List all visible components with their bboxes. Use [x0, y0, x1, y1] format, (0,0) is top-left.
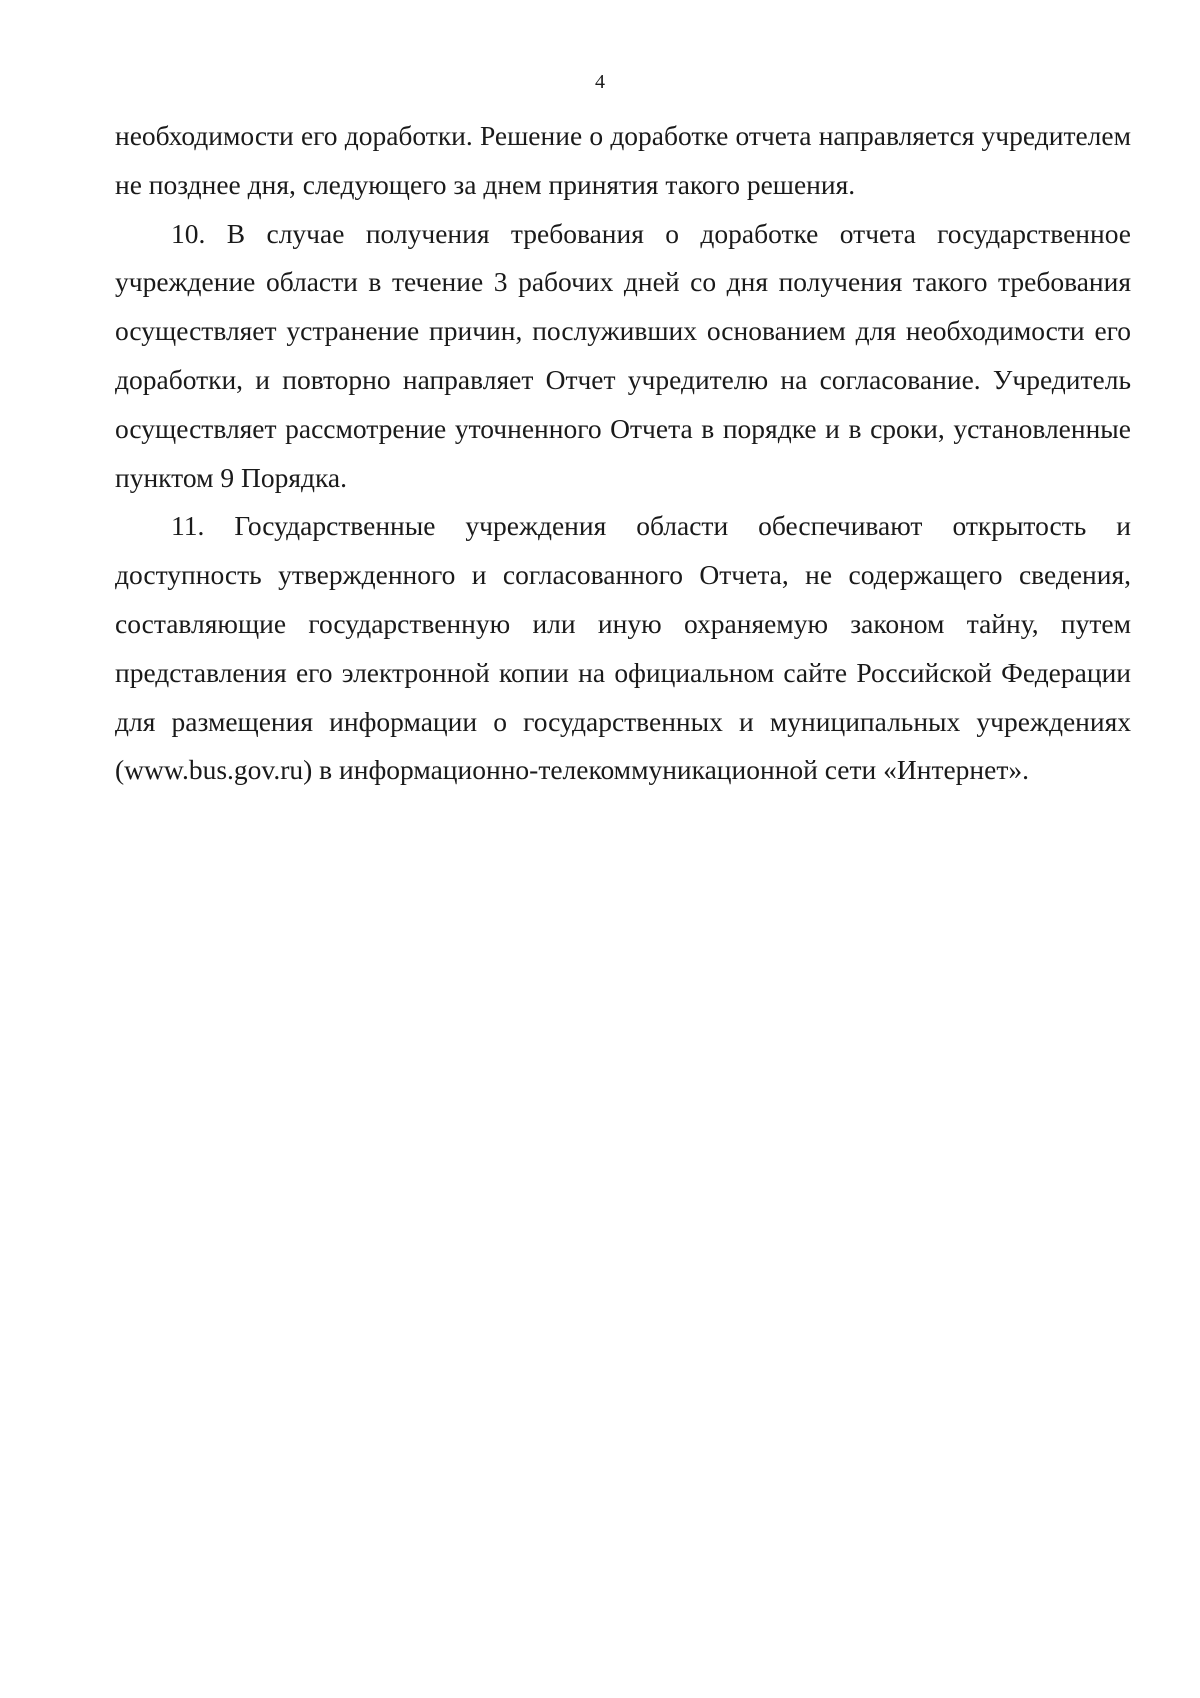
paragraph-item-11: 11. Государственные учреждения области обеспечивают открытость и доступность утвержденного и согласованного Отчета, не содержащего сведения, составляющие государственную или иную охраняемую законом тайну, путем представления его электронной копии на официальном сайте Российской Федерации для размещения информации о государственных и муниципальных учреждениях (www.bus.gov.ru) в информационно-телекоммуникационной сети «Интернет».: [115, 510, 1131, 786]
paragraph-continuation: необходимости его доработки. Решение о доработке отчета направляется учредителем не позднее дня, следующего за днем принятия такого решения.: [115, 120, 1131, 200]
paragraph-item-10: 10. В случае получения требования о доработке отчета государственное учреждение области в течение 3 рабочих дней со дня получения такого требования осуществляет устранение причин, послуживших основанием для необходимости его доработки, и повторно направляет Отчет учредителю на согласование. Учредитель осуществляет рассмотрение уточненного Отчета в порядке и в сроки, установленные пунктом 9 Порядка.: [115, 217, 1131, 493]
page-number: 4: [595, 71, 605, 93]
document-body: [115, 112, 1131, 795]
